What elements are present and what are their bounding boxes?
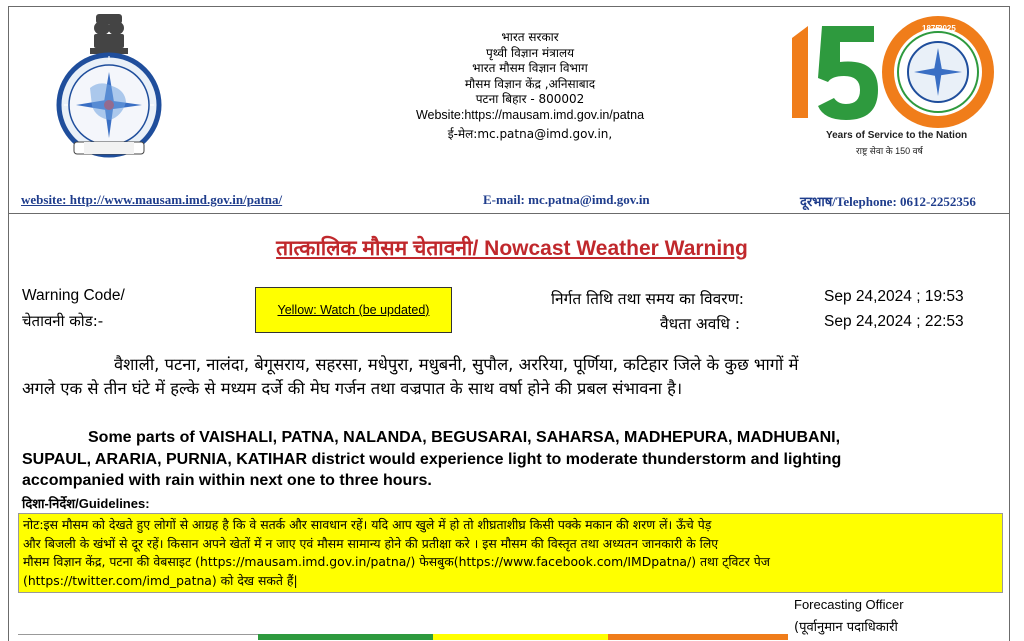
english-line-3: accompanied with rain within next one to three hours. [22,472,432,489]
warning-title-text: तात्कालिक मौसम चेतावनी/ Nowcast Weather Warning [276,237,748,260]
validity-value: Sep 24,2024 ; 22:53 [824,313,964,330]
org-line-5: पटना बिहार - 800002 [475,92,585,106]
org-line-2: पृथ्वी विज्ञान मंत्रालय [485,45,575,60]
english-line-2: SUPAUL, ARARIA, PURNIA, KATIHAR district would experience light to moderate thunderstorm and lighting [22,450,842,468]
hindi-line-1: वैशाली, पटना, नालंदा, बेगूसराय, सहरसा, मधेपुरा, मधुबनी, सुपौल, अररिया, पूर्णिया, कटिहार जिले के कुछ भागों में [114,355,799,374]
hindi-line-2: अगले एक से तीन घंटे में हल्के से मध्यम दर्जे की मेघ गर्जन तथा वज्रपात के साथ वर्षा होने की प्रबल संभावना है। [22,379,683,398]
forecasting-officer-hi: (पूर्वानुमान पदाधिकारी [794,620,898,635]
contact-website-link[interactable]: website: http://www.mausam.imd.gov.in/patna/ [21,192,283,207]
warning-code-label-en: Warning Code/ [22,287,125,304]
org-line-3: भारत मौसम विज्ञान विभाग [472,61,588,75]
logo-year-to: 2025 [938,24,956,33]
note-line-1: नोट:इस मौसम को देखते हुए लोगों से आग्रह है कि वे सतर्क और सावधान रहें। यदि आप खुले में हो तो शीघ्रताशीघ्र किसी पक्के मकान की शरण लें। ऊँचे पेड़ [23,517,712,532]
organization-header [380,30,680,143]
imd-emblem-logo [50,10,168,160]
guidelines-label: दिशा-निर्देश/Guidelines: [22,496,150,511]
bottom-strip-orange [608,634,788,640]
warning-title [0,234,1024,262]
org-line-4: मौसम विज्ञान केंद्र ,अनिसाबाद [464,76,596,91]
warning-code-value: Yellow: Watch (be updated) [277,303,430,317]
bottom-strip-yellow [433,634,608,640]
logo-tagline-hi: राष्ट्र सेवा के 150 वर्ष [856,146,923,156]
english-line-1: Some parts of VAISHALI, PATNA, NALANDA, BEGUSARAI, SAHARSA, MADHEPURA, MADHUBANI, [88,429,841,446]
validity-label: वैधता अवधि : [660,315,741,333]
imd-150-years-logo [788,12,994,162]
org-website[interactable]: Website:https://mausam.imd.gov.in/patna [415,107,645,122]
org-email[interactable]: ई-मेल:mc.patna@imd.gov.in, [447,127,613,141]
org-line-1: भारत सरकार [501,30,559,44]
logo-tagline-en: Years of Service to the Nation [826,130,968,141]
contact-email[interactable]: E-mail: mc.patna@imd.gov.in [483,192,650,207]
header-divider [8,213,1009,214]
forecasting-officer-en: Forecasting Officer [794,597,904,612]
contact-telephone: दूरभाष/Telephone: 0612-2252356 [800,194,976,209]
issue-time-label: निर्गत तिथि तथा समय का विवरण: [551,290,745,308]
warning-code-label-hi: चेतावनी कोड:- [22,312,104,330]
issue-time-value: Sep 24,2024 ; 19:53 [824,288,964,305]
guidelines-note-box [18,513,1003,593]
logo-year-from: 1875 [922,24,940,33]
hindi-warning-text [22,353,1002,401]
english-warning-text [22,427,1012,492]
note-line-2: और बिजली के खंभों से दूर रहें। किसान अपने खेतों में न जाए एवं मौसम सामान्य होने की प्रतीक्षा करे । इस मौसम की विस्तृत तथा अध्यतन जानकारी के लिए [23,535,719,551]
warning-code-badge [255,287,452,333]
note-line-3[interactable]: मौसम विज्ञान केंद्र, पटना की वेबसाइट (https://mausam.imd.gov.in/patna/) फेसबुक(https://www.facebook.com/IMDpatna/) तथा ट्विटर पेज [23,554,770,570]
note-line-4[interactable]: (https://twitter.com/imd_patna) को देख सकते हैं| [23,572,298,588]
bottom-strip-green [258,634,433,640]
